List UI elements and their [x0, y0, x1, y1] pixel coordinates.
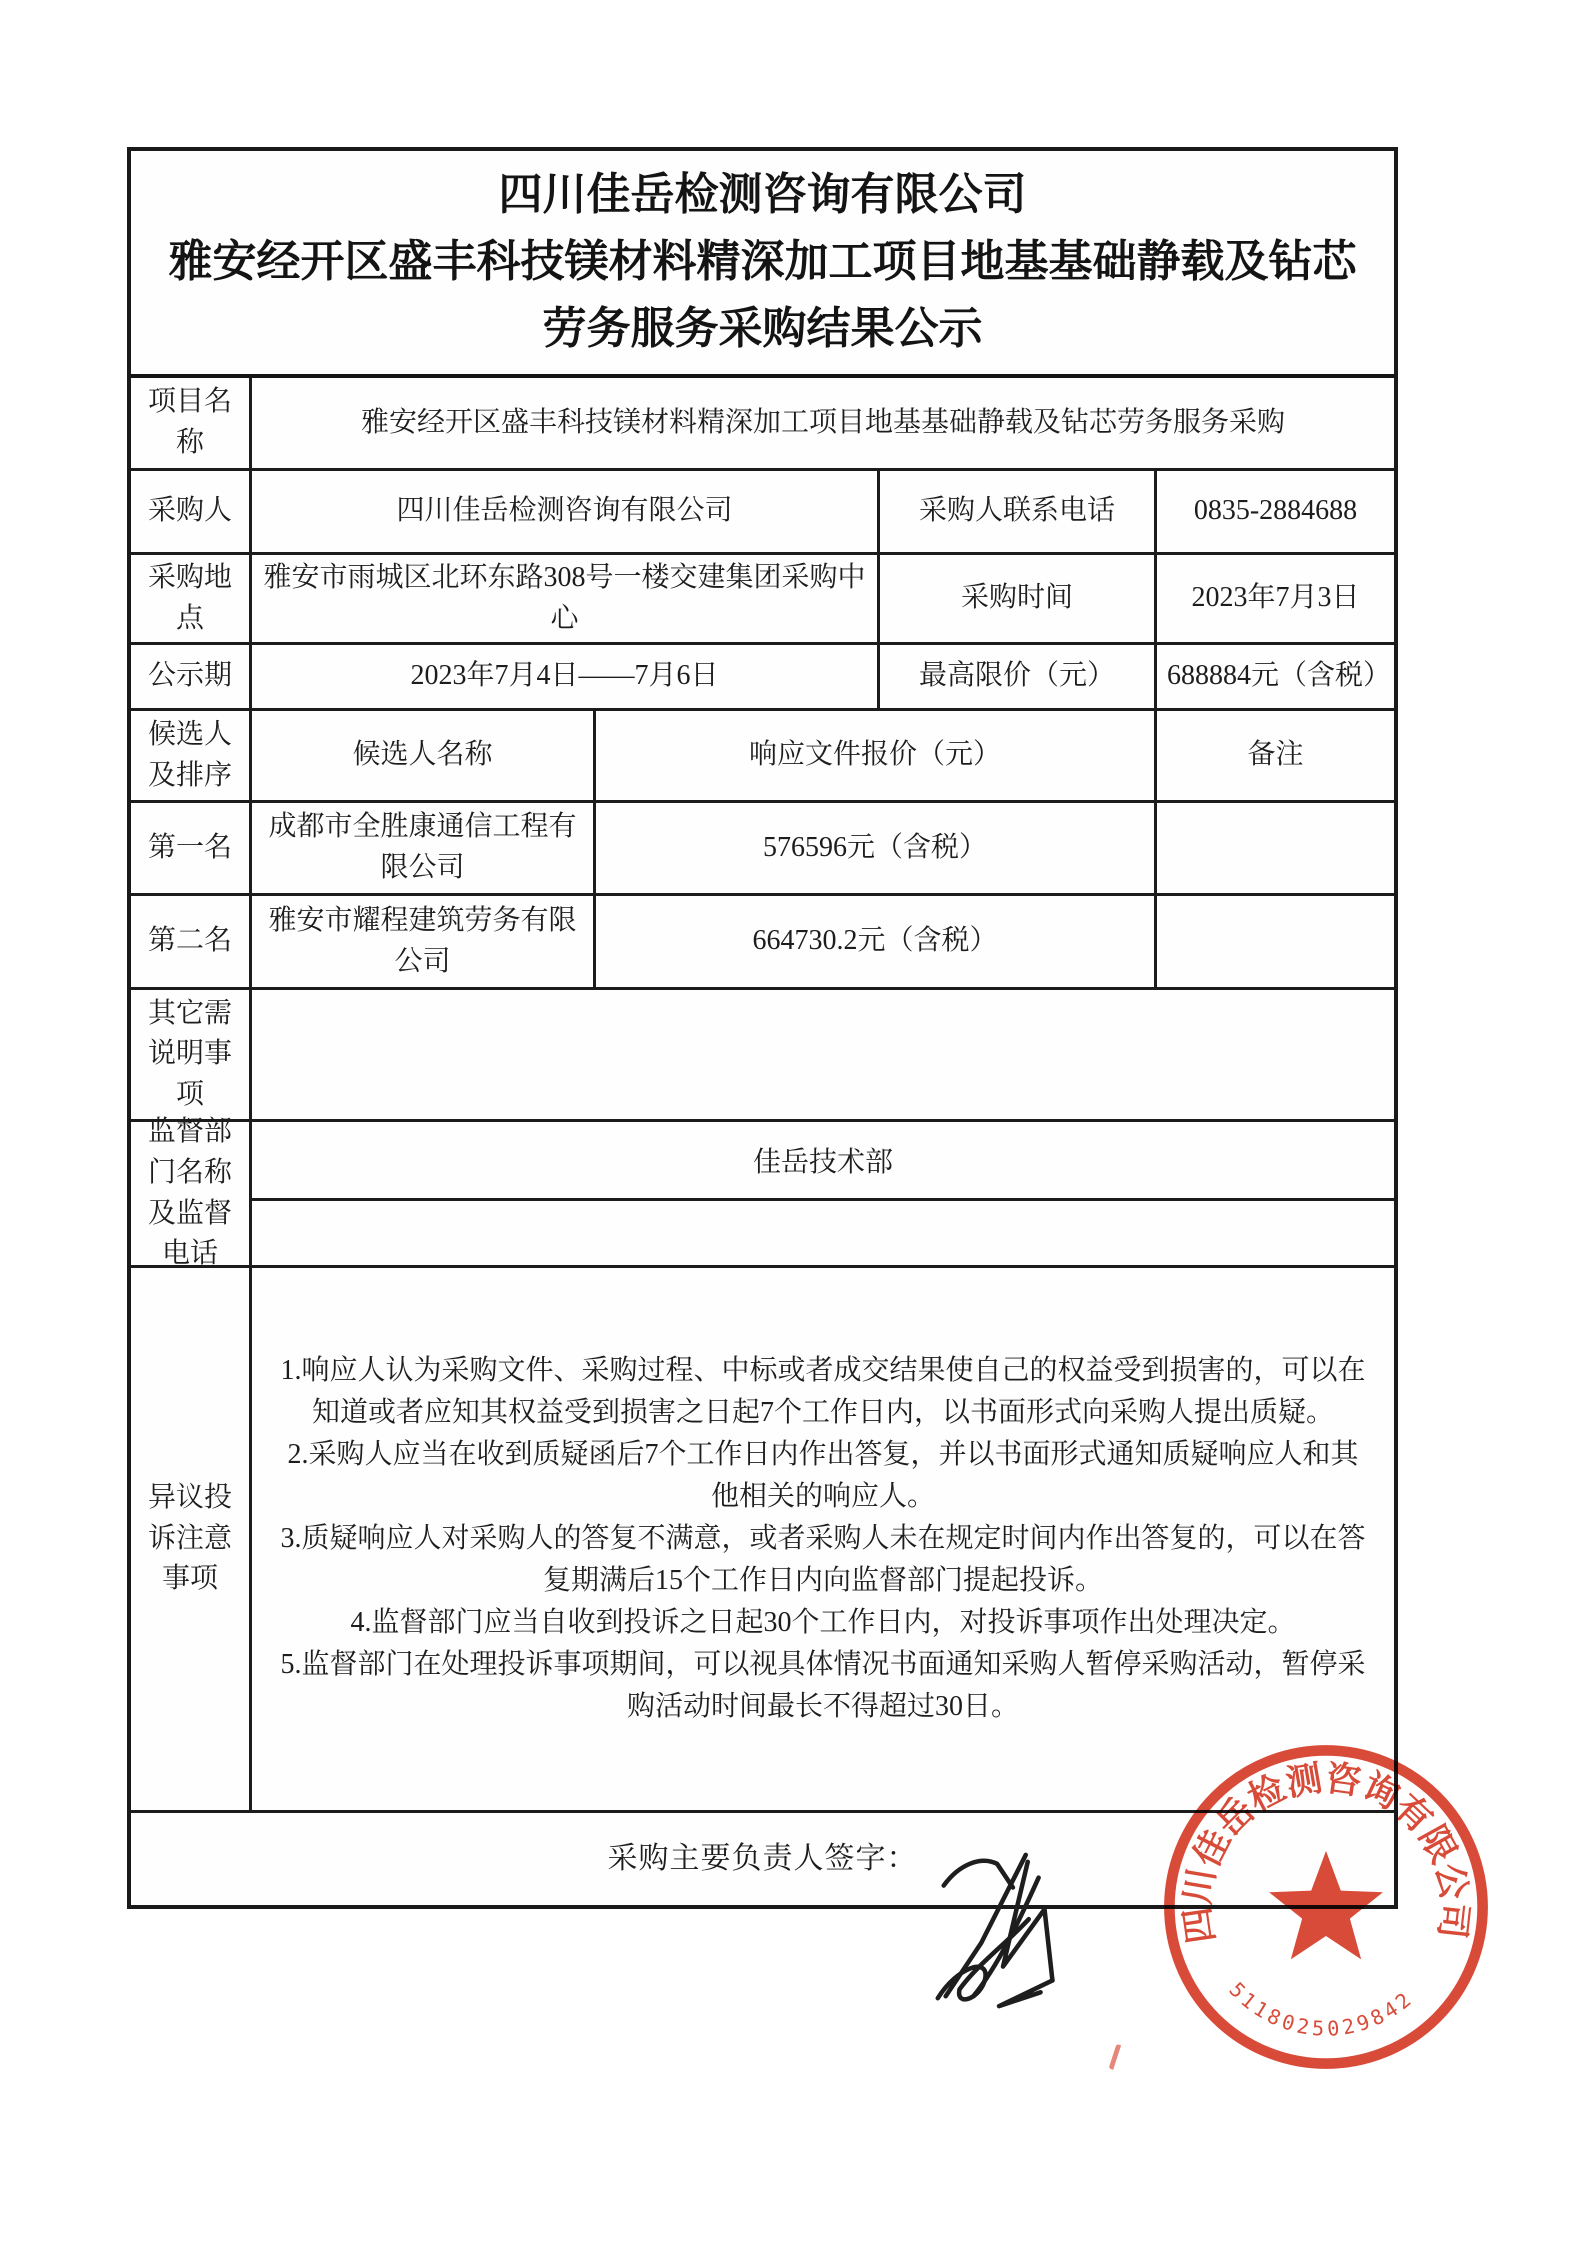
supervision-row: [131, 1116, 1394, 1270]
candidate-quote: 664730.2元（含税）: [596, 896, 1157, 987]
objection-item: 1.响应人认为采购文件、采购过程、中标或者成交结果使自己的权益受到损害的，可以在知道或者应知其权益受到损害之日起7个工作日内，以书面形式向采购人提出质疑。: [280, 1355, 1366, 1428]
purchaser-label: 采购人: [131, 471, 252, 552]
project-name-label: 项目名称: [131, 378, 252, 468]
candidate-row-first: [131, 803, 1394, 896]
purchase-time-label: 采购时间: [880, 555, 1157, 642]
candidate-rank: 第一名: [131, 803, 252, 893]
publicity-period-value: 2023年7月4日——7月6日: [252, 645, 880, 708]
supervision-department: 佳岳技术部: [252, 1122, 1394, 1201]
candidate-rank: 第二名: [131, 896, 252, 987]
candidate-remark-header: 备注: [1247, 739, 1304, 771]
objection-label: 异议投诉注意事项: [131, 1268, 252, 1810]
objection-item: 3.质疑响应人对采购人的答复不满意，或者采购人未在规定时间内作出答复的，可以在答复期满后15个工作日内向监督部门提起投诉。: [280, 1523, 1366, 1596]
location-value: 雅安市雨城区北环东路308号一楼交建集团采购中心: [252, 555, 880, 642]
company-title-line: 四川佳岳检测咨询有限公司: [498, 170, 1027, 220]
other-notes-row: [131, 990, 1394, 1122]
seal-company-text: 四川佳岳检测咨询有限公司: [1176, 1757, 1476, 1946]
supervision-label: 监督部门名称及监督电话: [131, 1122, 252, 1265]
candidates-header-row: [131, 711, 1394, 803]
supervision-phone: [252, 1201, 1394, 1265]
publicity-period-label: 公示期: [131, 645, 252, 708]
purchaser-phone-value: 0835-2884688: [1193, 495, 1358, 527]
location-label: 采购地点: [131, 555, 252, 642]
project-name-row: [131, 378, 1394, 471]
other-notes-value: [252, 990, 1394, 1119]
purchaser-value: 四川佳岳检测咨询有限公司: [252, 471, 880, 552]
handwritten-signature: [928, 1848, 1080, 2016]
candidate-remark: [1157, 803, 1394, 893]
objection-item: 2.采购人应当在收到质疑函后7个工作日内作出答复，并以书面形式通知质疑响应人和其他相关的响应人。: [287, 1439, 1359, 1512]
seal-star-icon: [1269, 1851, 1383, 1959]
project-title-line: 雅安经开区盛丰科技镁材料精深加工项目地基基础静载及钻芯劳务服务采购结果公示: [168, 237, 1357, 353]
objection-row: [131, 1268, 1394, 1813]
procurement-result-table: [127, 147, 1398, 1909]
title-block: [131, 151, 1394, 378]
project-name-value: 雅安经开区盛丰科技镁材料精深加工项目地基基础静载及钻芯劳务服务采购: [360, 406, 1285, 438]
purchaser-phone-label: 采购人联系电话: [880, 471, 1157, 552]
objection-item: 4.监督部门应当自收到投诉之日起30个工作日内，对投诉事项作出处理决定。: [350, 1607, 1296, 1638]
candidate-quote: 576596元（含税）: [596, 803, 1157, 893]
other-notes-label: 其它需说明事项: [131, 990, 252, 1119]
signature-label: 采购主要负责人签字：: [607, 1842, 918, 1876]
candidate-name: 成都市全胜康通信工程有限公司: [252, 803, 596, 893]
location-row: [131, 555, 1394, 645]
candidates-rank-label: 候选人及排序: [131, 711, 252, 800]
publicity-period-row: [131, 645, 1394, 711]
candidate-name: 雅安市耀程建筑劳务有限公司: [252, 896, 596, 987]
objection-item: 5.监督部门在处理投诉事项期间，可以视具体情况书面通知采购人暂停采购活动，暂停采购活动时间最长不得超过30日。: [280, 1649, 1366, 1722]
document-title: [131, 151, 1394, 374]
svg-text:5118025029842: [1225, 1978, 1419, 2041]
candidate-row-second: [131, 896, 1394, 990]
seal-number-text: 5118025029842: [1224, 1977, 1419, 2041]
candidate-name-header: 候选人名称: [252, 711, 596, 800]
purchaser-row: [131, 471, 1394, 555]
max-price-value: 688884元（含税）: [1167, 660, 1392, 692]
objection-text: [252, 1268, 1394, 1810]
red-ink-mark: [1108, 2044, 1134, 2075]
candidate-quote-header: 响应文件报价（元）: [596, 711, 1157, 800]
purchase-time-value: 2023年7月3日: [1191, 582, 1360, 614]
company-seal: [1152, 1733, 1500, 2081]
candidate-remark: [1157, 896, 1394, 987]
max-price-label: 最高限价（元）: [880, 645, 1157, 708]
supervision-values: [252, 1122, 1394, 1265]
